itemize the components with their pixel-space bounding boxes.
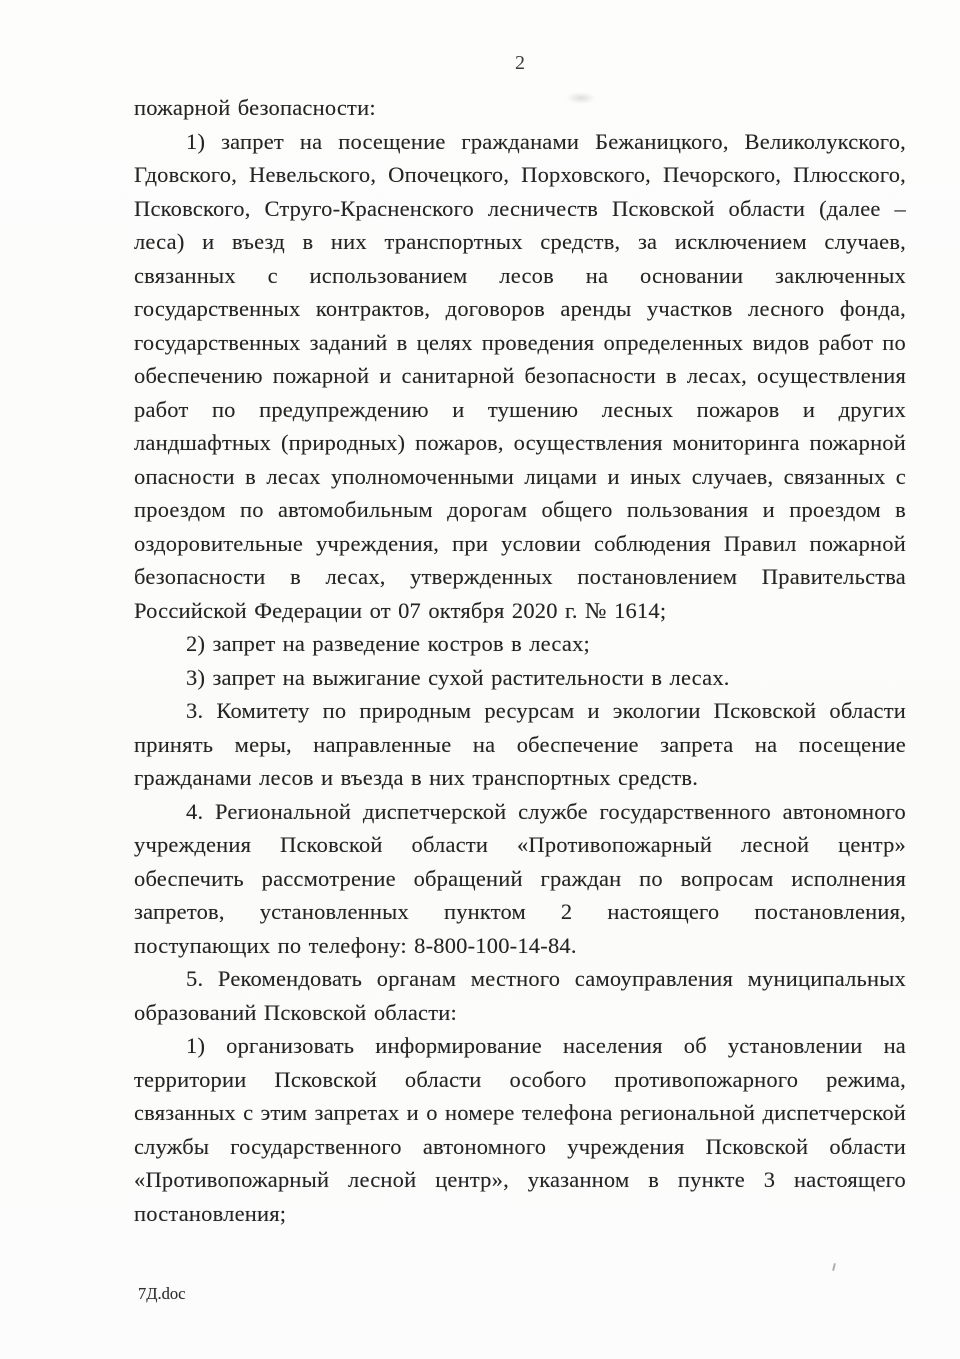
- paragraph: 4. Региональной диспетчерской службе государственного автономного учреждения Псковской области «Противопожарный лесной центр» обеспечить рассмотрение обращений граждан по вопросам исполнения запретов, установленных пунктом 2 настоящего постановления, поступающих по телефону: 8-800-100-14-84.: [134, 798, 906, 958]
- page-number: 2: [515, 52, 525, 74]
- scan-artifact: [832, 1263, 836, 1271]
- paragraph: 5. Рекомендовать органам местного самоуправления муниципальных образований Псковской области:: [134, 966, 906, 1025]
- paragraph: 2) запрет на разведение костров в лесах;: [186, 631, 590, 656]
- paragraph: 3) запрет на выжигание сухой растительности в лесах.: [186, 664, 730, 690]
- document-body: [134, 91, 906, 1230]
- paragraph: пожарной безопасности:: [134, 95, 376, 120]
- paragraph: 3. Комитету по природным ресурсам и экологии Псковской области принять меры, направленные на обеспечение запрета на посещение гражданами лесов и въезда в них транспортных средств.: [134, 698, 906, 790]
- footer-filename: 7Д.doc: [138, 1284, 186, 1303]
- paragraph: 1) организовать информирование населения об установлении на территории Псковской области особого противопожарного режима, связанных с этим запретах и о номере телефона региональной диспетчерской службы государственного автономного учреждения Псковской области «Противопожарный лесной центр», указанном в пункте 3 настоящего постановления;: [134, 1033, 907, 1226]
- scan-smudge: [566, 92, 596, 104]
- paragraph: 1) запрет на посещение гражданами Бежаницкого, Великолукского, Гдовского, Невельского, Опочецкого, Порховского, Печорского, Плюсского, Псковского, Струго-Красненского лесничеств Псковской области (далее – леса) и въезд в них транспортных средств, за исключением случаев, связанных с использованием лесов на основании заключенных государственных контрактов, договоров аренды участков лесного фонда, государственных заданий в целях проведения определенных видов работ по обеспечению пожарной и санитарной безопасности в лесах, осуществления работ по предупреждению и тушению лесных пожаров и других ландшафтных (природных) пожаров, осуществления мониторинга пожарной опасности в лесах уполномоченными лицами и иных случаев, связанных с проездом по автомобильным дорогам общего пользования и проездом в оздоровительные учреждения, при условии соблюдения Правил пожарной безопасности в лесах, утвержденных постановлением Правительства Российской Федерации от 07 октября 2020 г. № 1614;: [134, 128, 906, 623]
